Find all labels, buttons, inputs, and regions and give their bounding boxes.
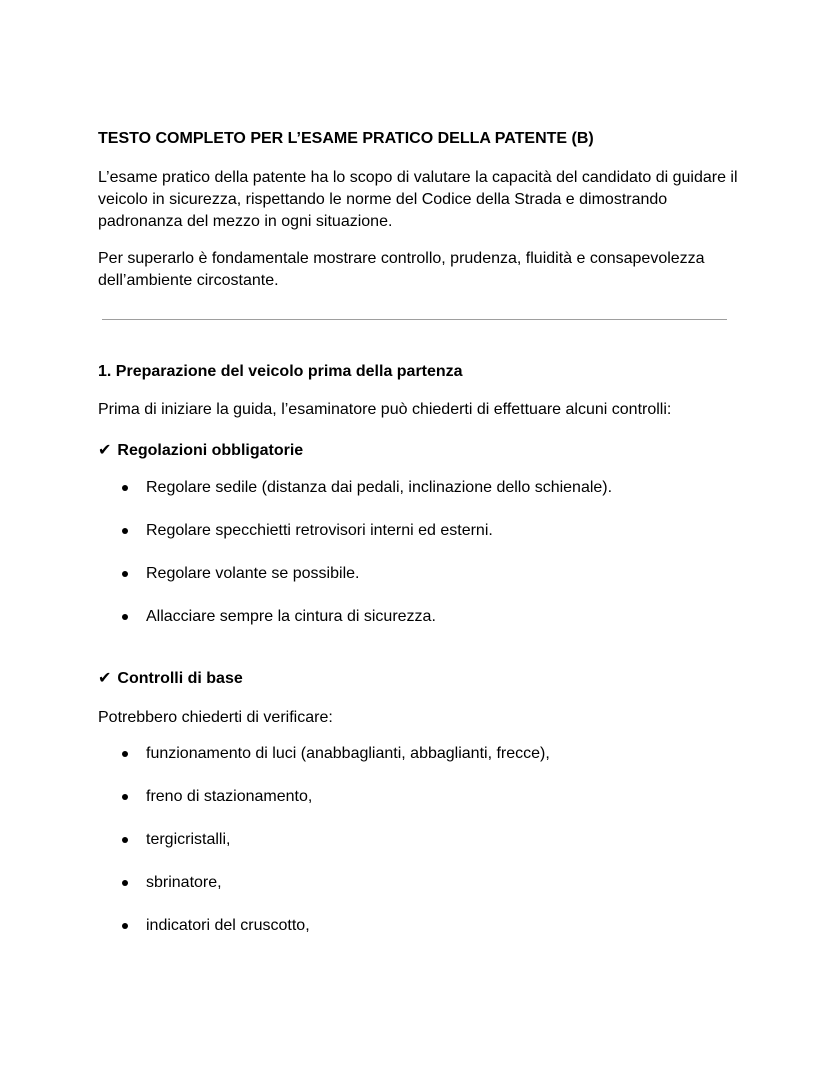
- list-item-text: funzionamento di luci (anabbaglianti, abbaglianti, frecce),: [146, 745, 550, 762]
- horizontal-divider: [102, 319, 727, 320]
- subsection-regolazioni-label: Regolazioni obbligatorie: [117, 442, 304, 459]
- subsection-controlli-heading: [98, 668, 738, 690]
- bullet-icon: [122, 485, 128, 491]
- list-item: [122, 743, 742, 786]
- bullet-icon: [122, 837, 128, 843]
- subsection-controlli-intro: Potrebbero chiederti di verificare:: [98, 709, 333, 726]
- regolazioni-list: [122, 477, 742, 649]
- subsection-regolazioni-heading: [98, 440, 738, 462]
- list-item: [122, 563, 742, 606]
- intro-paragraph-2: Per superarlo è fondamentale mostrare controllo, prudenza, fluidità e consapevolezza dell’ambiente circostante.: [98, 250, 705, 289]
- document-title: TESTO COMPLETO PER L’ESAME PRATICO DELLA PATENTE (B): [98, 130, 594, 147]
- bullet-icon: [122, 528, 128, 534]
- controlli-list: [122, 743, 742, 958]
- list-item-text: Regolare specchietti retrovisori interni ed esterni.: [146, 522, 493, 539]
- list-item: [122, 786, 742, 829]
- bullet-icon: [122, 794, 128, 800]
- list-item: [122, 829, 742, 872]
- list-item-text: Regolare volante se possibile.: [146, 565, 360, 582]
- section-1-intro: Prima di iniziare la guida, l’esaminatore può chiederti di effettuare alcuni controlli:: [98, 401, 672, 418]
- list-item: [122, 606, 742, 649]
- bullet-icon: [122, 923, 128, 929]
- list-item-text: sbrinatore,: [146, 874, 222, 891]
- section-1-heading: 1. Preparazione del veicolo prima della partenza: [98, 363, 463, 380]
- checkmark-icon: ✔: [98, 442, 112, 459]
- list-item-text: Regolare sedile (distanza dai pedali, inclinazione dello schienale).: [146, 479, 613, 496]
- bullet-icon: [122, 751, 128, 757]
- list-item-text: indicatori del cruscotto,: [146, 917, 310, 934]
- list-item-text: tergicristalli,: [146, 831, 231, 848]
- list-item: [122, 477, 742, 520]
- bullet-icon: [122, 614, 128, 620]
- checkmark-icon: ✔: [98, 670, 112, 687]
- list-item-text: freno di stazionamento,: [146, 788, 313, 805]
- intro-paragraph-1: L’esame pratico della patente ha lo scopo di valutare la capacità del candidato di guidare il veicolo in sicurezza, rispettando le norme del Codice della Strada e dimostrando padronanza del mezzo in ogni situazione.: [98, 169, 738, 230]
- bullet-icon: [122, 880, 128, 886]
- bullet-icon: [122, 571, 128, 577]
- list-item: [122, 520, 742, 563]
- subsection-controlli-label: Controlli di base: [117, 670, 243, 687]
- list-item: [122, 915, 742, 958]
- list-item-text: Allacciare sempre la cintura di sicurezza.: [146, 608, 436, 625]
- list-item: [122, 872, 742, 915]
